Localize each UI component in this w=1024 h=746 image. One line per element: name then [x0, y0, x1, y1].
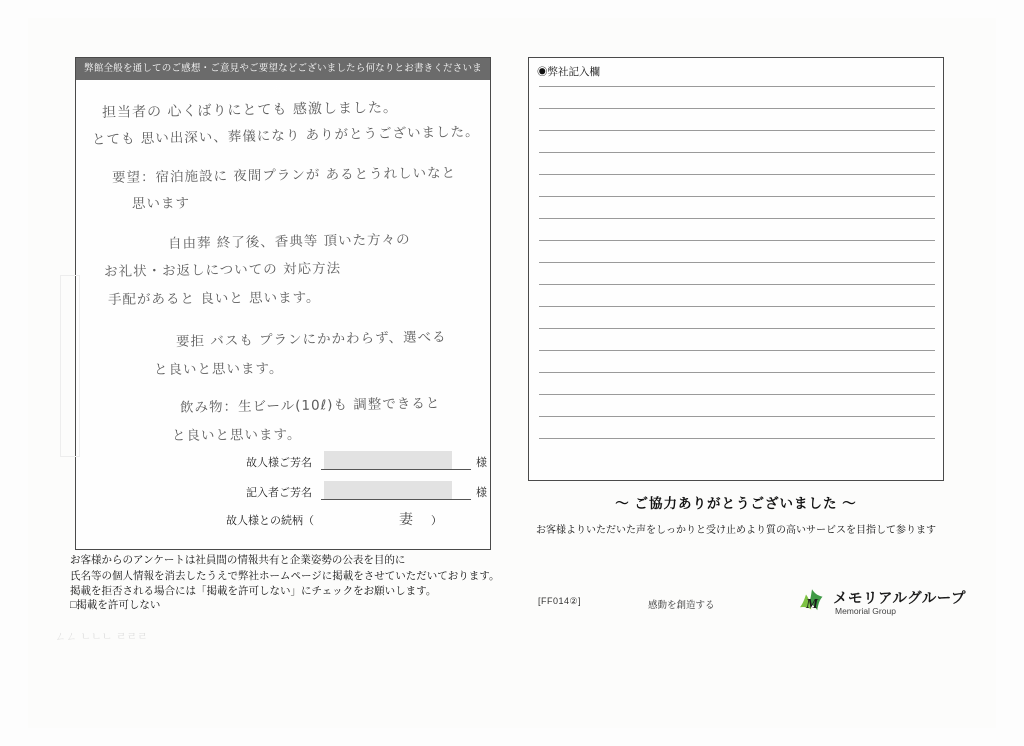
rule-line	[539, 240, 935, 241]
handwritten-line: と良いと思います。	[153, 360, 284, 378]
handwritten-line: お礼状・お返しについての 対応方法	[103, 260, 342, 280]
writer-name-rule	[321, 499, 471, 500]
relation-row	[76, 509, 490, 531]
rule-line	[539, 306, 935, 307]
rule-line	[539, 350, 935, 351]
thanks-message: ～ ご協力ありがとうございました ～	[615, 496, 857, 511]
rule-line	[539, 372, 935, 373]
rule-line	[539, 218, 935, 219]
rule-line	[539, 196, 935, 197]
handwritten-line: 思います	[131, 195, 191, 212]
relation-close-paren: ）	[431, 515, 442, 527]
handwritten-line: 飲み物：生ビール(10ℓ)も 調整できると	[179, 395, 441, 416]
logo-name-en: Memorial Group	[835, 606, 896, 616]
handwritten-line: 自由葬 終了後、香典等 頂いた方々の	[167, 231, 411, 252]
thanks-submessage: お客様よりいただいた声をしっかりと受け止めより質の高いサービスを目指して参ります	[536, 525, 936, 536]
logo-name-jp: メモリアルグループ	[833, 591, 966, 607]
deceased-name-rule	[321, 469, 471, 470]
staff-notes-title: ◉弊社記入欄	[537, 66, 600, 78]
privacy-note-line: 掲載を拒否される場合には「掲載を許可しない」にチェックをお願いします。	[70, 585, 437, 597]
logo-tagline: 感動を創造する	[648, 600, 715, 611]
handwritten-line: 要望：宿泊施設に 夜間プランが あるとうれしいなと	[111, 165, 457, 186]
deceased-name-row	[76, 449, 490, 475]
signature-fields	[76, 449, 490, 531]
handwritten-comments	[76, 80, 490, 480]
svg-text:M: M	[805, 596, 819, 611]
writer-name-suffix: 様	[476, 487, 487, 499]
writer-name-row	[76, 479, 490, 505]
handwritten-line: と良いと思います。	[171, 426, 302, 444]
company-logo	[648, 585, 966, 621]
comments-panel-header: 弊館全般を通してのご感想・ご意見やご要望などございましたら何なりとお書きくださいませ。	[76, 58, 490, 80]
redaction-block	[324, 451, 452, 469]
deceased-name-label: 故人様ご芳名	[246, 457, 312, 469]
deceased-name-suffix: 様	[476, 457, 487, 469]
privacy-note-line: お客様からのアンケートは社員間の情報共有と企業姿勢の公表を目的に	[70, 554, 406, 566]
form-code: [FF014②]	[538, 596, 582, 606]
staff-notes-rules	[539, 86, 935, 466]
rule-line	[539, 284, 935, 285]
consent-checkbox[interactable]: □掲載を許可しない	[70, 599, 161, 611]
rule-line	[539, 130, 935, 131]
rule-line	[539, 328, 935, 329]
redaction-block	[324, 481, 452, 499]
handwritten-line: とても 思い出深い、葬儀になり ありがとうございました。	[91, 123, 480, 148]
rule-line	[539, 438, 935, 439]
rule-line	[539, 262, 935, 263]
comments-panel	[75, 57, 491, 550]
rule-line	[539, 86, 935, 87]
rule-line	[539, 174, 935, 175]
rule-line	[539, 416, 935, 417]
memorial-group-mark-icon	[797, 587, 827, 617]
handwritten-line: 手配があると 良いと 思います。	[107, 289, 321, 308]
privacy-note-line: 氏名等の個人情報を消去したうえで弊社ホームページに掲載をさせていただいております。	[70, 569, 500, 582]
handwritten-line: 要拒 バスも プランにかかわらず、選べる	[175, 329, 447, 350]
rule-line	[539, 108, 935, 109]
rule-line	[539, 152, 935, 153]
handwritten-line: 担当者の 心くばりにとても 感激しました。	[101, 99, 399, 121]
relation-label: 故人様との続柄（	[226, 515, 314, 527]
scan-artifact	[60, 275, 80, 457]
privacy-note	[70, 553, 500, 600]
staff-notes-panel	[528, 57, 944, 481]
rule-line	[539, 394, 935, 395]
scan-artifact: ㄥㄥ ㄴㄴㄴ ㄹㄹㄹ	[55, 630, 148, 643]
relation-value: 妻	[399, 512, 413, 528]
writer-name-label: 記入者ご芳名	[246, 487, 312, 499]
